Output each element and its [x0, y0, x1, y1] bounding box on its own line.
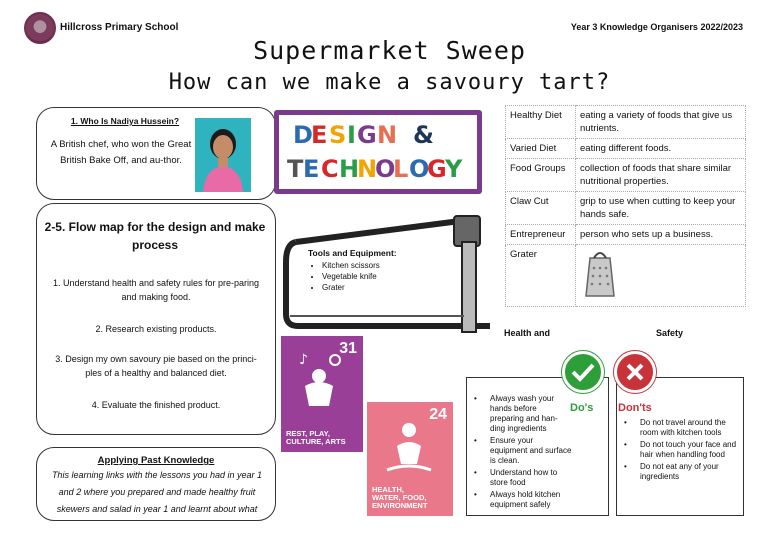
safety-heading-right: Safety: [656, 328, 684, 338]
svg-text:G: G: [427, 155, 447, 183]
design-technology-logo: [274, 110, 482, 194]
tool-item: • Kitchen scissors: [322, 260, 408, 271]
svg-text:N: N: [357, 155, 378, 183]
glossary-definition: grip to use when cutting to keep your hands safe.: [576, 192, 746, 225]
grater-image-cell: [576, 245, 746, 307]
past-text: This learning links with the lessons you had in year 1 and 2 where you prepared and made healthy fruit skewers and salad in year 1 and learnt about what: [51, 470, 263, 514]
chef-photo: [195, 118, 251, 192]
svg-text:♪: ♪: [299, 352, 308, 368]
svg-text:O: O: [409, 155, 430, 183]
flow-step: 4. Evaluate the finished product.: [91, 400, 221, 410]
tool-item: • Vegetable knife: [322, 271, 408, 282]
sdg-number: 31: [339, 340, 357, 357]
school-name: Hillcross Primary School: [60, 22, 179, 33]
svg-text:&: &: [413, 121, 434, 149]
glossary-definition: eating different foods.: [576, 139, 746, 159]
glossary-definition: person who sets up a business.: [576, 225, 746, 245]
sdg-caption: [286, 430, 346, 446]
svg-text:O: O: [375, 155, 396, 183]
past-heading: Applying Past Knowledge: [97, 455, 215, 466]
sdg-tile-31: [281, 336, 363, 452]
sdg-caption-line: HEALTH,: [372, 485, 404, 494]
donts-list: [622, 418, 742, 484]
svg-text:E: E: [311, 121, 328, 149]
flow-step: 2. Research existing products.: [95, 324, 217, 334]
table-row: [506, 245, 746, 307]
svg-text:E: E: [303, 155, 320, 183]
glossary-term: Varied Diet: [506, 139, 576, 159]
tools-list: [308, 248, 408, 293]
svg-text:G: G: [357, 121, 377, 149]
safety-heading-left: Health and: [504, 328, 551, 338]
flow-title: 2-5. Flow map for the design and make process: [44, 220, 266, 252]
tool-item: • Grater: [322, 282, 408, 293]
svg-text:L: L: [393, 155, 409, 183]
glossary-term: Claw Cut: [506, 192, 576, 225]
grater-image: [580, 248, 620, 298]
donts-item: • Do not travel around the room with kitchen tools: [622, 418, 742, 438]
dos-item: • Always wash your hands before preparing and han-ding ingredients: [472, 394, 572, 434]
sdg-caption-line: REST, PLAY,: [286, 429, 330, 438]
sdg-tile-24: [367, 402, 453, 516]
svg-text:H: H: [339, 155, 360, 183]
flow-step: 1. Understand health and safety rules for pre-paring and making food.: [52, 278, 260, 302]
table-row: [506, 106, 746, 139]
glossary-term: Grater: [506, 245, 576, 307]
sdg-caption: [372, 486, 427, 510]
svg-text:I: I: [347, 121, 356, 149]
sdg-caption-line: WATER, FOOD,: [372, 493, 427, 502]
table-row: [506, 159, 746, 192]
glossary-term: Healthy Diet: [506, 106, 576, 139]
tools-heading: Tools and Equipment:: [308, 248, 397, 258]
cross-icon: [614, 351, 656, 393]
donts-label: Don'ts: [618, 402, 652, 414]
svg-text:T: T: [287, 155, 304, 183]
svg-text:S: S: [329, 121, 347, 149]
who-heading: 1. Who Is Nadiya Hussein?: [70, 116, 180, 126]
who-text: A British chef, who won the Great British Bake Off, and au-thor.: [50, 139, 192, 166]
flow-step: 3. Design my own savoury pie based on the princi-ples of a healthy and balanced diet.: [55, 354, 257, 378]
glossary-definition: eating a variety of foods that give us nutrients.: [576, 106, 746, 139]
page-question: How can we make a savoury tart?: [168, 70, 611, 95]
dos-item: • Understand how to store food: [472, 468, 572, 488]
sdg-number: 24: [429, 406, 447, 423]
svg-text:Y: Y: [445, 155, 463, 183]
sdg-caption-line: ENVIRONMENT: [372, 501, 428, 510]
dos-list: [472, 394, 572, 512]
table-row: [506, 225, 746, 245]
svg-text:D: D: [293, 121, 313, 149]
dos-label: Do's: [570, 402, 594, 414]
table-row: [506, 139, 746, 159]
glossary-term: Entrepreneur: [506, 225, 576, 245]
svg-text:C: C: [321, 155, 339, 183]
sdg-caption-line: CULTURE, ARTS: [286, 437, 346, 446]
svg-text:N: N: [377, 121, 398, 149]
check-icon: [562, 351, 604, 393]
donts-item: • Do not touch your face and hair when handling food: [622, 440, 742, 460]
glossary-term: Food Groups: [506, 159, 576, 192]
dos-item: • Always hold kitchen equipment safely: [472, 490, 572, 510]
table-row: [506, 192, 746, 225]
glossary-definition: collection of foods that share similar nutritional properties.: [576, 159, 746, 192]
donts-item: • Do not eat any of your ingredients: [622, 462, 742, 482]
page-title: Supermarket Sweep: [253, 36, 526, 65]
dos-item: • Ensure your equipment and surface is clean.: [472, 436, 572, 466]
glossary-table: [505, 105, 746, 307]
year-label: Year 3 Knowledge Organisers 2022/2023: [570, 22, 743, 32]
